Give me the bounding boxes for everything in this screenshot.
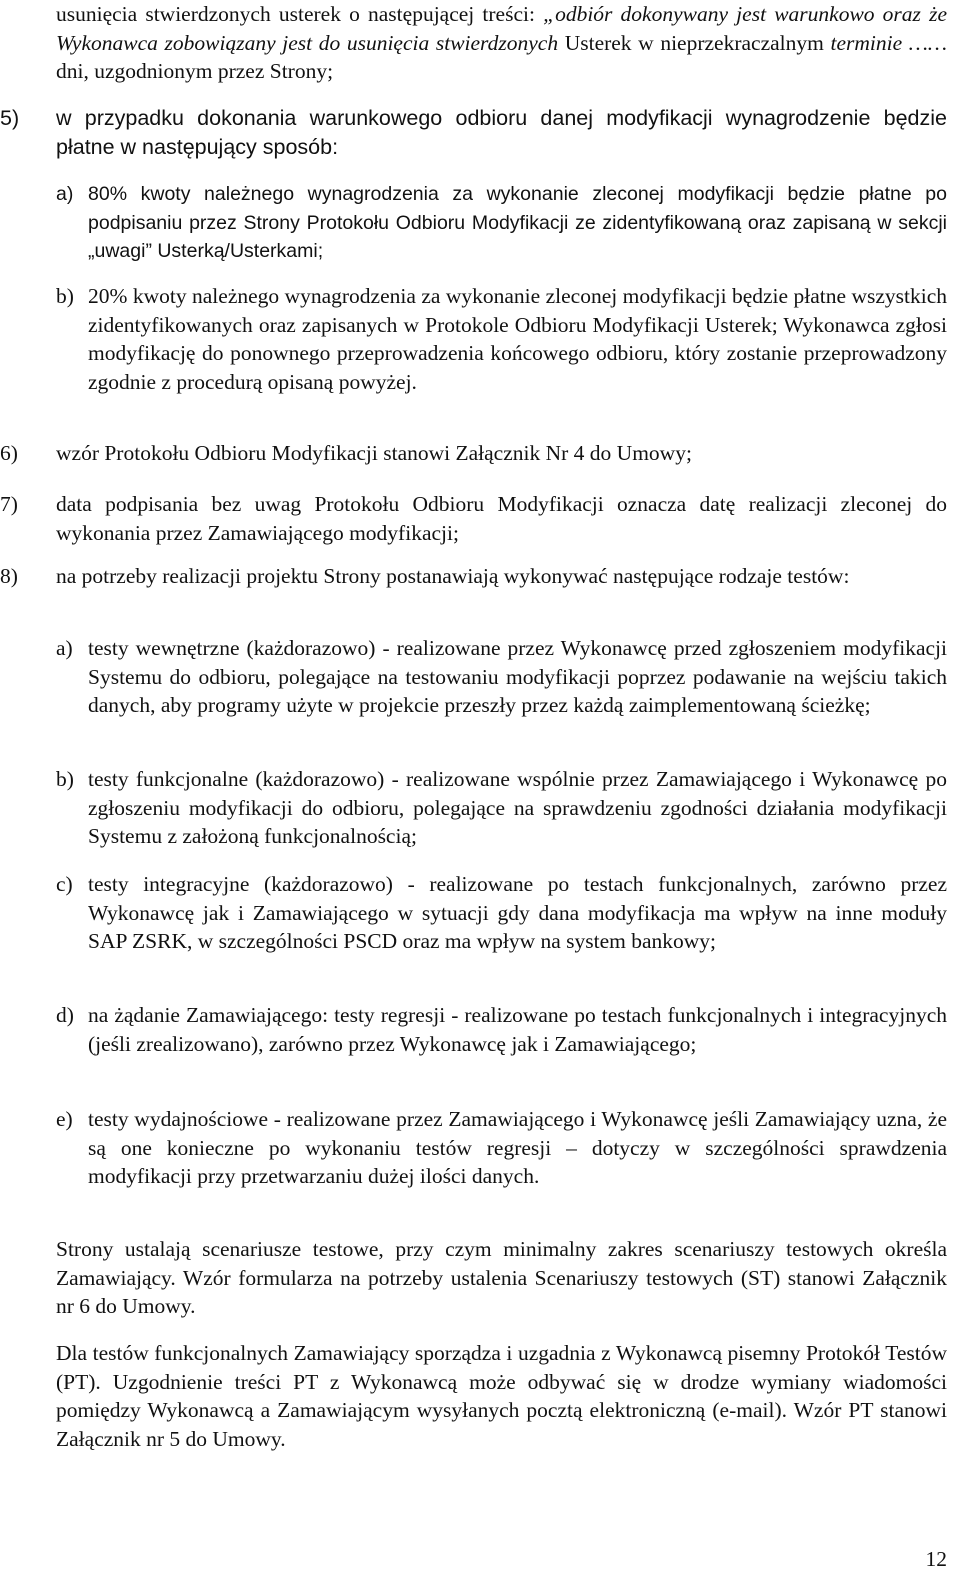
sub-item-label: a): [56, 183, 74, 205]
list-item-text: w przypadku dokonania warunkowego odbioru danej modyfikacji wynagrodzenie będzie płatne w następujący sposób:: [56, 106, 947, 159]
list-item-number: 5): [0, 106, 20, 130]
sub-item-text: na żądanie Zamawiającego: testy regresji - realizowane po testach funkcjonalnych i integracyjnych (jeśli zrealizowano), zarówno przez Wykonawcę jak i Zamawiającego;: [88, 1003, 947, 1056]
sub-item-text: 20% kwoty należnego wynagrodzenia za wykonanie zleconej modyfikacji będzie płatne wszystkich zidentyfikowanych oraz zapisanych w Protokole Odbioru Modyfikacji Usterek; Wykonawca zgłosi modyfikację do ponownego przeprowadzenia końcowego odbioru, który zostanie przeprowadzony zgodnie z procedurą opisaną powyżej.: [88, 284, 947, 394]
sub-item-text: testy integracyjne (każdorazowo) - realizowane po testach funkcjonalnych, zarówno przez Wykonawcę jak i Zamawiającego w sytuacji gdy dana modyfikacja ma wpływ na inne moduły SAP ZSRK, w szczególności PSCD oraz ma wpływ na system bankowy;: [88, 872, 947, 953]
list-item-text: wzór Protokołu Odbioru Modyfikacji stanowi Załącznik Nr 4 do Umowy;: [56, 441, 692, 465]
sub-item-text: testy funkcjonalne (każdorazowo) - realizowane wspólnie przez Zamawiającego i Wykonawcę po zgłoszeniu modyfikacji do odbioru, polegające na sprawdzeniu zgodności działania modyfikacji Systemu z założoną funkcjonalnością;: [88, 767, 947, 848]
paragraph-test-protocol: Dla testów funkcjonalnych Zamawiający sporządza i uzgadnia z Wykonawcą pisemny Protokół Testów (PT). Uzgodnienie treści PT z Wykonawcą może odbywać się w drodze wymiany wiadomości pomiędzy Wykonawcą a Zamawiającym wysyłanych pocztą elektroniczną (e-mail). Wzór PT stanowi Załącznik nr 5 do Umowy.: [56, 1341, 947, 1451]
sub-item-text: 80% kwoty należnego wynagrodzenia za wykonanie zleconej modyfikacji będzie płatne po podpisaniu przez Strony Protokołu Odbioru Modyfikacji ze zidentyfikowaną oraz zapisaną w sekcji „uwagi” Usterką/Usterkami;: [88, 183, 947, 262]
sub-item-label: b): [56, 767, 74, 791]
page-number: 12: [925, 1547, 947, 1571]
sub-item-label: d): [56, 1003, 74, 1027]
sub-item-label: c): [56, 872, 73, 896]
list-item-text: data podpisania bez uwag Protokołu Odbioru Modyfikacji oznacza datę realizacji zleconej do wykonania przez Zamawiającego modyfikacji;: [56, 492, 947, 545]
intro-italic-1: „odbiór dokonywany jest warunkowo oraz że Wykonawca zobowiązany jest do usunięcia stwierdzonych: [56, 2, 947, 55]
list-item-text: na potrzeby realizacji projektu Strony postanawiają wykonywać następujące rodzaje testów:: [56, 564, 850, 588]
list-item-number: 8): [0, 564, 18, 588]
sub-item-label: a): [56, 636, 73, 660]
sub-item-label: b): [56, 284, 74, 308]
intro-italic-2: terminie ……: [830, 30, 948, 55]
sub-item-label: e): [56, 1107, 73, 1131]
paragraph-test-scenarios: Strony ustalają scenariusze testowe, przy czym minimalny zakres scenariuszy testowych określa Zamawiający. Wzór formularza na potrzeby ustalenia Scenariuszy testowych (ST) stanowi Załącznik nr 6 do Umowy.: [56, 1237, 947, 1318]
sub-item-text: testy wewnętrzne (każdorazowo) - realizowane przez Wykonawcę przed zgłoszeniem modyfikacji Systemu do odbioru, polegające na testowaniu modyfikacji poprzez podawanie na wejściu takich danych, aby programy użyte w projekcie przeszły przez każdą zaimplementowaną ścieżkę;: [88, 636, 947, 717]
intro-text-1: usunięcia stwierdzonych usterek o następującej treści:: [56, 2, 544, 26]
list-item-number: 6): [0, 441, 18, 465]
intro-text-2: Usterek w nieprzekraczalnym: [558, 30, 831, 55]
sub-item-text: testy wydajnościowe - realizowane przez Zamawiającego i Wykonawcę jeśli Zamawiający uzna, że są one konieczne po wykonaniu testów regresji – dotyczy w szczególności sprawdzenia modyfikacji przy przetwarzaniu dużej ilości danych.: [88, 1107, 947, 1188]
list-item-number: 7): [0, 492, 18, 516]
intro-paragraph: [56, 0, 947, 86]
intro-text-3: dni, uzgodnionym przez Strony;: [56, 59, 334, 83]
